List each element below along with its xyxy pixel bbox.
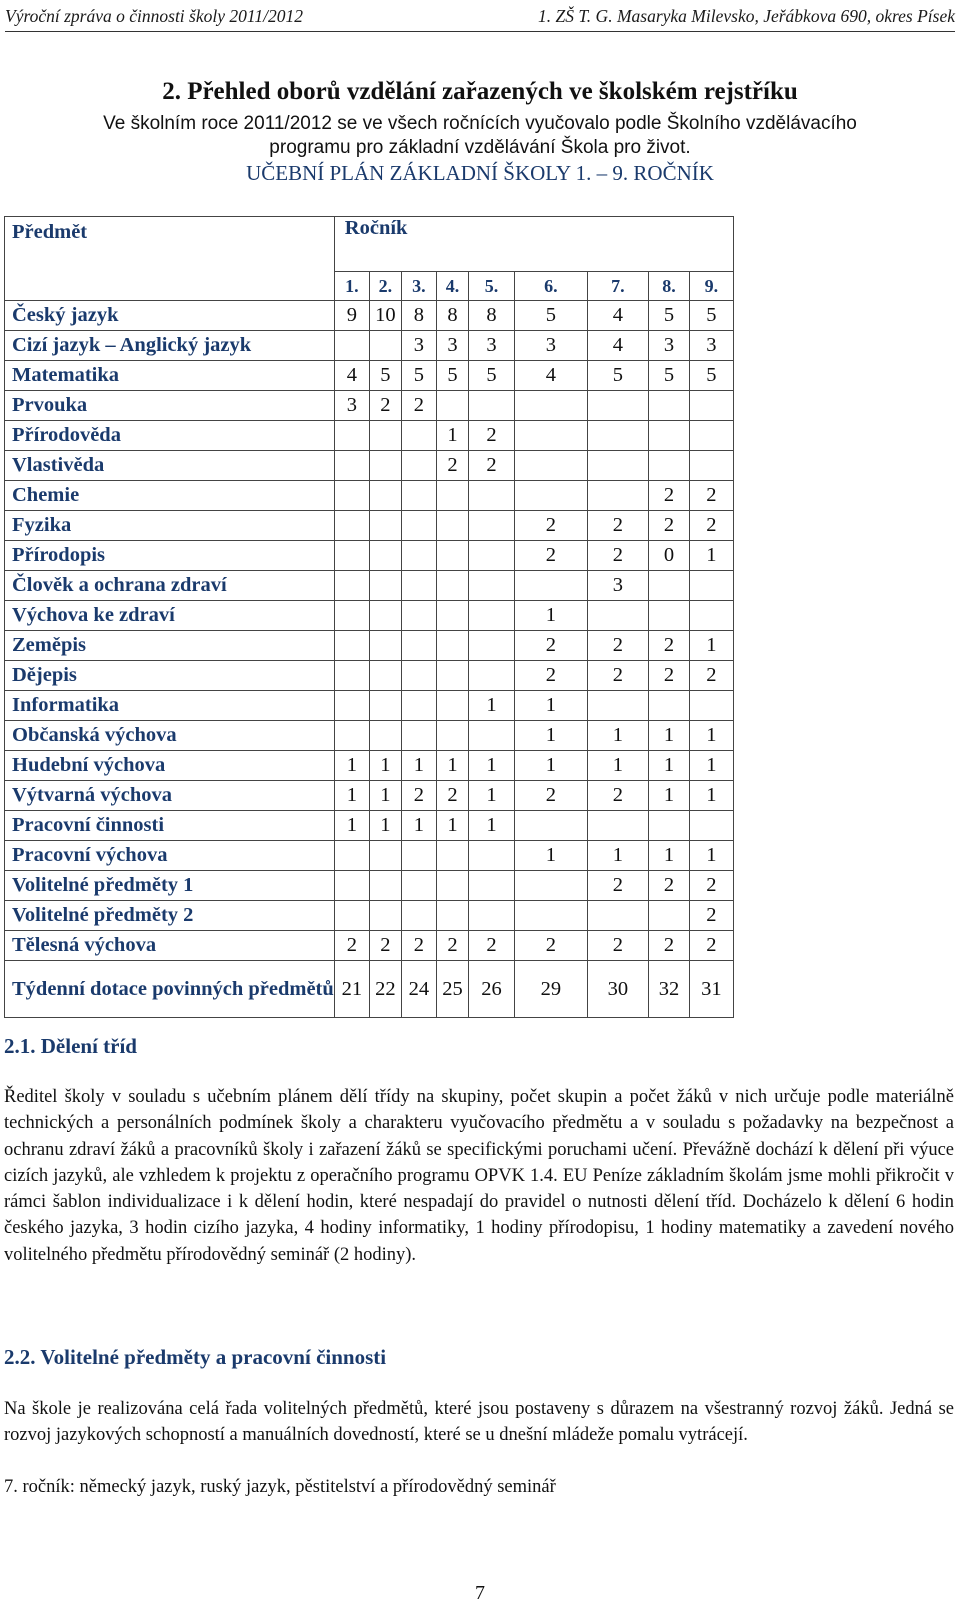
hours-cell — [334, 721, 369, 751]
hours-cell: 2 — [649, 631, 690, 661]
hours-cell — [515, 901, 588, 931]
hours-cell: 5 — [437, 361, 469, 391]
hours-cell — [437, 391, 469, 421]
hours-cell: 1 — [369, 781, 401, 811]
grade-label: 9. — [689, 272, 733, 301]
hours-cell: 2 — [587, 931, 649, 961]
hours-cell — [468, 871, 514, 901]
grade-label: 1. — [334, 272, 369, 301]
hours-cell — [437, 721, 469, 751]
subject-name: Přírodopis — [5, 541, 335, 571]
subject-name: Člověk a ochrana zdraví — [5, 571, 335, 601]
hours-cell — [369, 601, 401, 631]
hours-cell: 1 — [468, 781, 514, 811]
hours-cell — [401, 451, 436, 481]
table-row — [5, 931, 734, 961]
hours-cell — [515, 871, 588, 901]
hours-cell: 5 — [689, 301, 733, 331]
grade-label: 7. — [587, 272, 649, 301]
hours-cell: 2 — [689, 871, 733, 901]
subject-name: Pracovní výchova — [5, 841, 335, 871]
hours-cell — [437, 901, 469, 931]
hours-cell — [587, 391, 649, 421]
hours-cell — [649, 451, 690, 481]
table-row — [5, 871, 734, 901]
hours-cell: 3 — [649, 331, 690, 361]
hours-cell — [689, 811, 733, 841]
table-row — [5, 421, 734, 451]
hours-cell — [334, 661, 369, 691]
hours-cell — [401, 631, 436, 661]
hours-cell: 2 — [689, 481, 733, 511]
hours-cell — [689, 391, 733, 421]
header-rule — [5, 31, 955, 32]
hours-cell: 0 — [649, 541, 690, 571]
hours-cell — [369, 901, 401, 931]
hours-cell — [689, 691, 733, 721]
hours-cell — [689, 601, 733, 631]
subject-name: Pracovní činnosti — [5, 811, 335, 841]
hours-cell: 1 — [689, 631, 733, 661]
hours-cell: 2 — [689, 511, 733, 541]
hours-cell — [587, 421, 649, 451]
hours-cell — [468, 391, 514, 421]
hours-cell: 5 — [587, 361, 649, 391]
hours-cell — [401, 481, 436, 511]
hours-cell: 26 — [468, 961, 514, 1018]
table-row — [5, 961, 734, 1018]
hours-cell — [369, 631, 401, 661]
grade-label: 4. — [437, 272, 469, 301]
hours-cell: 3 — [468, 331, 514, 361]
hours-cell — [468, 511, 514, 541]
hours-cell — [369, 871, 401, 901]
hours-cell — [334, 541, 369, 571]
hours-cell: 2 — [587, 511, 649, 541]
hours-cell — [689, 571, 733, 601]
hours-cell — [401, 871, 436, 901]
hours-cell: 1 — [689, 541, 733, 571]
hours-cell — [369, 841, 401, 871]
table-row — [5, 721, 734, 751]
hours-cell: 3 — [437, 331, 469, 361]
hours-cell: 1 — [468, 691, 514, 721]
table-row — [5, 901, 734, 931]
hours-cell: 1 — [515, 751, 588, 781]
hours-cell: 1 — [649, 781, 690, 811]
grade-label: 3. — [401, 272, 436, 301]
hours-cell: 2 — [468, 931, 514, 961]
table-row — [5, 571, 734, 601]
hours-cell: 2 — [587, 631, 649, 661]
subject-name: Hudební výchova — [5, 751, 335, 781]
hours-cell: 2 — [649, 871, 690, 901]
subject-name: Fyzika — [5, 511, 335, 541]
hours-cell — [437, 631, 469, 661]
hours-cell — [369, 661, 401, 691]
table-row — [5, 781, 734, 811]
hours-cell: 1 — [689, 751, 733, 781]
hours-cell: 5 — [369, 361, 401, 391]
curriculum-table — [4, 216, 734, 1018]
hours-cell: 2 — [587, 781, 649, 811]
hours-cell: 2 — [515, 511, 588, 541]
hours-cell — [649, 901, 690, 931]
hours-cell — [649, 421, 690, 451]
hours-cell — [334, 451, 369, 481]
hours-cell: 1 — [649, 751, 690, 781]
hours-cell: 1 — [515, 601, 588, 631]
section-2-2-title: 2.2. Volitelné předměty a pracovní činnosti — [4, 1345, 387, 1369]
plan-title: UČEBNÍ PLÁN ZÁKLADNÍ ŠKOLY 1. – 9. ROČNÍK — [246, 161, 714, 185]
hours-cell: 9 — [334, 301, 369, 331]
hours-cell — [437, 571, 469, 601]
hours-cell: 24 — [401, 961, 436, 1018]
section-2-1-title: 2.1. Dělení tříd — [4, 1034, 137, 1058]
subject-name: Výchova ke zdraví — [5, 601, 335, 631]
hours-cell — [587, 451, 649, 481]
hours-cell — [401, 691, 436, 721]
hours-cell: 2 — [515, 631, 588, 661]
hours-cell: 10 — [369, 301, 401, 331]
hours-cell: 2 — [369, 931, 401, 961]
grade-label: 2. — [369, 272, 401, 301]
subject-name: Volitelné předměty 1 — [5, 871, 335, 901]
hours-cell — [468, 601, 514, 631]
hours-cell: 8 — [401, 301, 436, 331]
hours-cell: 2 — [468, 451, 514, 481]
hours-cell — [334, 871, 369, 901]
hours-cell — [401, 601, 436, 631]
hours-cell: 32 — [649, 961, 690, 1018]
hours-cell: 4 — [515, 361, 588, 391]
hours-cell — [468, 901, 514, 931]
hours-cell: 2 — [515, 661, 588, 691]
hours-cell: 31 — [689, 961, 733, 1018]
table-row — [5, 661, 734, 691]
section-title: 2. Přehled oborů vzdělání zařazených ve školském rejstříku — [162, 78, 798, 105]
hours-cell: 5 — [468, 361, 514, 391]
hours-cell — [334, 691, 369, 721]
hours-cell: 1 — [334, 811, 369, 841]
subject-name: Výtvarná výchova — [5, 781, 335, 811]
hours-cell: 21 — [334, 961, 369, 1018]
hours-cell: 2 — [689, 661, 733, 691]
hours-cell — [401, 841, 436, 871]
table-row — [5, 301, 734, 331]
hours-cell: 2 — [515, 541, 588, 571]
hours-cell: 8 — [468, 301, 514, 331]
hours-cell: 1 — [437, 811, 469, 841]
hours-cell: 2 — [437, 451, 469, 481]
hours-cell — [587, 691, 649, 721]
hours-cell: 2 — [401, 391, 436, 421]
hours-cell: 1 — [689, 781, 733, 811]
hours-cell: 1 — [437, 751, 469, 781]
hours-cell: 1 — [649, 841, 690, 871]
subject-name: Dějepis — [5, 661, 335, 691]
hours-cell: 1 — [515, 691, 588, 721]
table-row — [5, 601, 734, 631]
hours-cell — [369, 481, 401, 511]
subject-name: Prvouka — [5, 391, 335, 421]
hours-cell: 1 — [468, 811, 514, 841]
hours-cell — [334, 511, 369, 541]
hours-cell — [468, 631, 514, 661]
subject-name: Vlastivěda — [5, 451, 335, 481]
hours-cell: 2 — [437, 781, 469, 811]
table-row — [5, 391, 734, 421]
table-row — [5, 541, 734, 571]
subject-name: Zeměpis — [5, 631, 335, 661]
hours-cell: 2 — [515, 781, 588, 811]
subject-name: Přírodověda — [5, 421, 335, 451]
hours-cell — [369, 421, 401, 451]
page-header — [5, 4, 955, 30]
grade-header: Ročník — [334, 217, 733, 272]
hours-cell: 5 — [689, 361, 733, 391]
hours-cell: 3 — [334, 391, 369, 421]
hours-cell — [334, 421, 369, 451]
subject-name: Chemie — [5, 481, 335, 511]
grade-label: 5. — [468, 272, 514, 301]
table-row — [5, 451, 734, 481]
hours-cell — [401, 721, 436, 751]
hours-cell: 8 — [437, 301, 469, 331]
hours-cell — [437, 511, 469, 541]
hours-cell: 1 — [587, 721, 649, 751]
hours-cell — [649, 571, 690, 601]
hours-cell: 1 — [689, 721, 733, 751]
table-row — [5, 331, 734, 361]
hours-cell — [587, 811, 649, 841]
hours-cell: 2 — [587, 541, 649, 571]
hours-cell: 1 — [515, 841, 588, 871]
hours-cell: 5 — [515, 301, 588, 331]
hours-cell — [468, 661, 514, 691]
hours-cell: 4 — [587, 331, 649, 361]
hours-cell: 2 — [401, 781, 436, 811]
hours-cell: 1 — [587, 841, 649, 871]
hours-cell — [515, 421, 588, 451]
hours-cell — [334, 601, 369, 631]
hours-cell: 2 — [649, 661, 690, 691]
hours-cell: 4 — [587, 301, 649, 331]
table-row — [5, 481, 734, 511]
hours-cell — [437, 601, 469, 631]
hours-cell — [401, 541, 436, 571]
hours-cell — [437, 541, 469, 571]
table-row — [5, 631, 734, 661]
table-row — [5, 361, 734, 391]
hours-cell: 1 — [468, 751, 514, 781]
hours-cell: 25 — [437, 961, 469, 1018]
hours-cell — [369, 721, 401, 751]
hours-cell: 2 — [689, 931, 733, 961]
hours-cell: 1 — [401, 811, 436, 841]
hours-cell — [369, 571, 401, 601]
grade-label: 8. — [649, 272, 690, 301]
table-row — [5, 511, 734, 541]
hours-cell — [369, 511, 401, 541]
hours-cell: 2 — [649, 931, 690, 961]
grade-label: 6. — [515, 272, 588, 301]
hours-cell — [401, 661, 436, 691]
subject-name: Občanská výchova — [5, 721, 335, 751]
hours-cell: 4 — [334, 361, 369, 391]
hours-cell: 5 — [649, 361, 690, 391]
table-row — [5, 691, 734, 721]
intro-paragraph: Ve školním roce 2011/2012 se ve všech ročnících vyučovalo podle Školního vzdělávacího programu pro základní vzdělávání Škola pro život. — [103, 113, 857, 158]
hours-cell — [334, 481, 369, 511]
hours-cell — [401, 571, 436, 601]
hours-cell — [437, 871, 469, 901]
hours-cell — [437, 691, 469, 721]
hours-cell — [515, 811, 588, 841]
hours-cell — [689, 451, 733, 481]
hours-cell: 1 — [369, 811, 401, 841]
hours-cell — [468, 481, 514, 511]
header-right: 1. ZŠ T. G. Masaryka Milevsko, Jeřábkova 690, okres Písek — [538, 6, 955, 26]
hours-cell — [401, 901, 436, 931]
hours-cell — [437, 481, 469, 511]
hours-cell: 2 — [334, 931, 369, 961]
hours-cell: 2 — [649, 511, 690, 541]
hours-cell — [369, 541, 401, 571]
hours-cell — [437, 841, 469, 871]
hours-cell — [649, 391, 690, 421]
hours-cell: 29 — [515, 961, 588, 1018]
hours-cell: 22 — [369, 961, 401, 1018]
hours-cell: 3 — [401, 331, 436, 361]
section-2-2-text: Na škole je realizována celá řada volitelných předmětů, které jsou postaveny s důrazem na všestranný rozvoj žáků. Jedná se rozvoj jazykových schopností a manuálních dovedností, které se u dnešní mládeže pomalu vytrácejí. — [4, 1399, 954, 1446]
hours-cell — [468, 541, 514, 571]
hours-cell — [334, 331, 369, 361]
hours-cell — [468, 721, 514, 751]
hours-cell: 1 — [369, 751, 401, 781]
hours-cell — [689, 421, 733, 451]
hours-cell — [649, 601, 690, 631]
hours-cell: 2 — [689, 901, 733, 931]
page-number: 7 — [475, 1582, 485, 1604]
hours-cell: 1 — [334, 781, 369, 811]
hours-cell: 2 — [369, 391, 401, 421]
hours-cell — [587, 901, 649, 931]
subject-name: Informatika — [5, 691, 335, 721]
hours-cell — [437, 661, 469, 691]
hours-cell: 1 — [649, 721, 690, 751]
hours-cell: 1 — [334, 751, 369, 781]
hours-cell: 3 — [689, 331, 733, 361]
subject-name: Tělesná výchova — [5, 931, 335, 961]
hours-cell: 2 — [401, 931, 436, 961]
hours-cell: 2 — [587, 661, 649, 691]
hours-cell — [334, 571, 369, 601]
hours-cell — [515, 481, 588, 511]
hours-cell — [369, 331, 401, 361]
subject-header: Předmět — [5, 217, 335, 301]
hours-cell — [401, 511, 436, 541]
hours-cell: 2 — [649, 481, 690, 511]
hours-cell — [649, 811, 690, 841]
hours-cell: 5 — [649, 301, 690, 331]
section-2-1-text: Ředitel školy v souladu s učebním plánem dělí třídy na skupiny, počet skupin a počet žáků v nich určuje podle materiálně technických a personálních podmínek školy a charakteru vyučovacího předmětu a v souladu s požadavky na bezpečnost a ochranu zdraví žáků a pracovníků školy i zařazení žáků se specifickými poruchami učení. Převážně dochází k dělení při výuce cizích jazyků, ale vzhledem k projektu z operačního programu OPVK 1.4. EU Peníze základním školám jsme mohli přikročit v rámci šablon individualizace i k dělení hodin, které nespadají do pravidel o nutnosti dělení tříd. Docházelo k dělení 6 hodin českého jazyka, 3 hodin cizího jazyka, 4 hodiny informatiky, 1 hodiny přírodopisu, 1 hodiny matematiky a zavedení nového volitelného předmětu přírodovědný seminář (2 hodiny). — [4, 1087, 954, 1265]
hours-cell: 1 — [401, 751, 436, 781]
hours-cell — [515, 571, 588, 601]
hours-cell: 30 — [587, 961, 649, 1018]
subject-name: Český jazyk — [5, 301, 335, 331]
hours-cell: 2 — [587, 871, 649, 901]
section-2-2-line: 7. ročník: německý jazyk, ruský jazyk, pěstitelství a přírodovědný seminář — [4, 1477, 556, 1497]
hours-cell — [334, 841, 369, 871]
hours-cell — [587, 601, 649, 631]
hours-cell — [587, 481, 649, 511]
hours-cell — [334, 631, 369, 661]
subject-name: Volitelné předměty 2 — [5, 901, 335, 931]
hours-cell: 5 — [401, 361, 436, 391]
hours-cell: 2 — [468, 421, 514, 451]
subject-name: Matematika — [5, 361, 335, 391]
hours-cell: 1 — [587, 751, 649, 781]
table-row — [5, 811, 734, 841]
table-row — [5, 751, 734, 781]
header-left: Výroční zpráva o činnosti školy 2011/2012 — [5, 6, 303, 26]
hours-cell — [515, 451, 588, 481]
subject-name: Týdenní dotace povinných předmětů — [5, 961, 335, 1018]
hours-cell — [334, 901, 369, 931]
hours-cell: 3 — [515, 331, 588, 361]
hours-cell — [515, 391, 588, 421]
table-row — [5, 841, 734, 871]
hours-cell: 3 — [587, 571, 649, 601]
hours-cell: 2 — [515, 931, 588, 961]
hours-cell — [401, 421, 436, 451]
hours-cell: 1 — [437, 421, 469, 451]
hours-cell: 1 — [515, 721, 588, 751]
hours-cell — [468, 571, 514, 601]
hours-cell — [369, 691, 401, 721]
subject-name: Cizí jazyk – Anglický jazyk — [5, 331, 335, 361]
hours-cell: 1 — [689, 841, 733, 871]
hours-cell: 2 — [437, 931, 469, 961]
hours-cell — [649, 691, 690, 721]
hours-cell — [468, 841, 514, 871]
hours-cell — [369, 451, 401, 481]
